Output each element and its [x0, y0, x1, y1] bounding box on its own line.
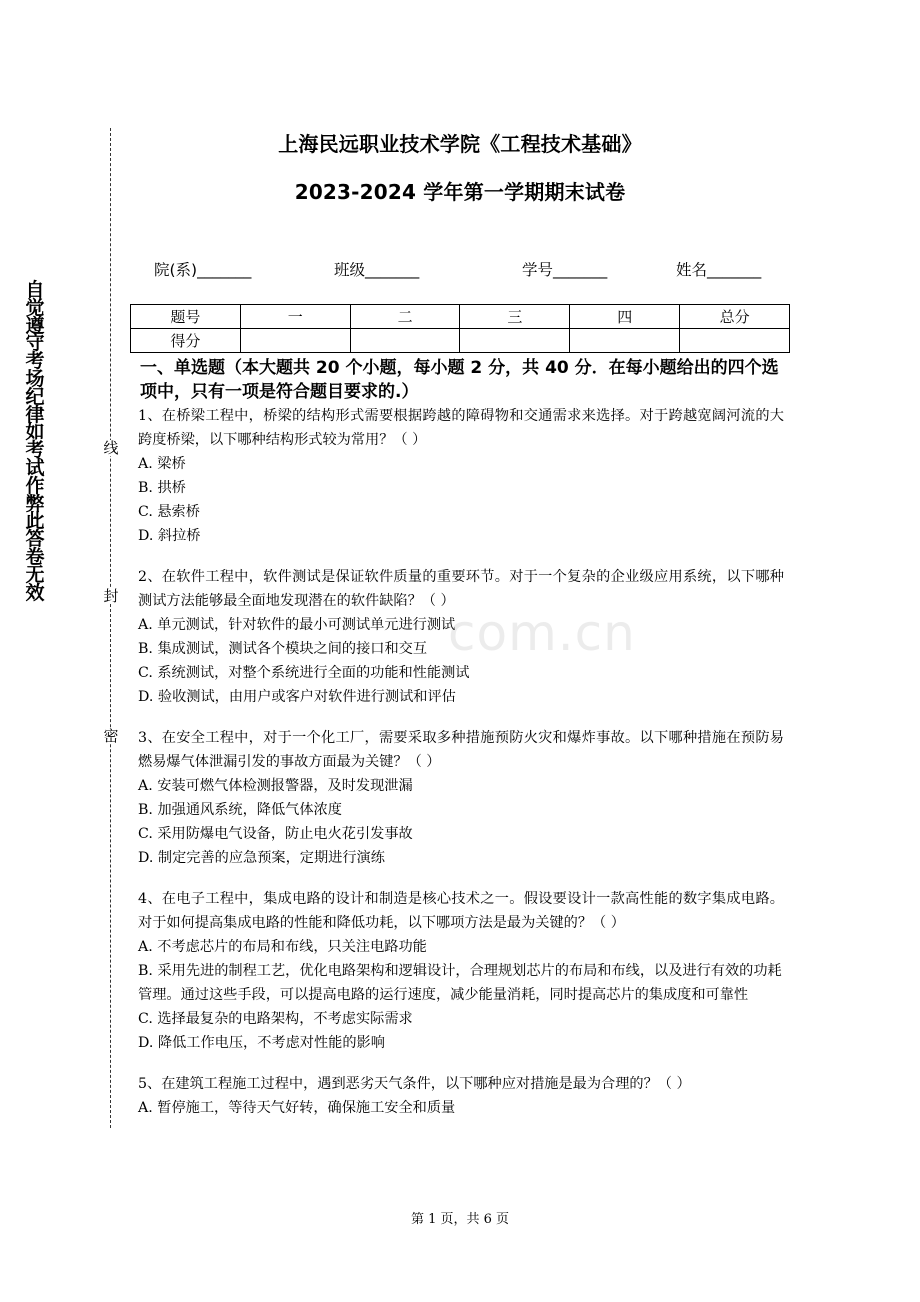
- notice-char: 答: [25, 528, 45, 551]
- answer-option[interactable]: A. 不考虑芯片的布局和布线，只关注电路功能: [138, 939, 427, 955]
- notice-char: 卷: [25, 545, 45, 568]
- question-item: [138, 726, 784, 870]
- notice-char: 律: [25, 403, 45, 426]
- score-header-cell: 总分: [680, 305, 790, 329]
- answer-option[interactable]: D. 斜拉桥: [138, 528, 201, 544]
- score-table: [130, 304, 790, 353]
- seal-label-line: 线: [103, 439, 119, 457]
- question-item: [138, 404, 784, 548]
- notice-char: 弊: [25, 492, 45, 515]
- notice-char: 作: [25, 474, 45, 497]
- section-heading: 一、单选题（本大题共 20 个小题，每小题 2 分，共 40 分．在每小题给出的四个选项中，只有一项是符合题目要求的.）: [140, 358, 779, 402]
- answer-option[interactable]: C. 选择最复杂的电路架构，不考虑实际需求: [138, 1011, 413, 1027]
- score-header-cell: 四: [570, 305, 680, 329]
- question-stem: 1、在桥梁工程中，桥梁的结构形式需要根据跨越的障碍物和交通需求来选择。对于跨越宽阔河流的大跨度桥梁，以下哪种结构形式较为常用？（ ）: [138, 408, 784, 448]
- page-footer: 第 1 页，共 6 页: [410, 1212, 510, 1227]
- exam-title-school: 上海民远职业技术学院《工程技术基础》: [278, 132, 642, 156]
- notice-char: 考: [25, 350, 45, 373]
- answer-option[interactable]: B. 加强通风系统，降低气体浓度: [138, 802, 342, 818]
- seal-label-seal: 封: [103, 587, 119, 605]
- question-stem: 3、在安全工程中，对于一个化工厂，需要采取多种措施预防火灾和爆炸事故。以下哪种措施在预防易燃易爆气体泄漏引发的事故方面最为关键？（ ）: [138, 730, 784, 770]
- exam-discipline-notice: [22, 279, 48, 604]
- answer-option[interactable]: A. 暂停施工，等待天气好转，确保施工安全和质量: [138, 1100, 456, 1116]
- score-cell[interactable]: [680, 329, 790, 353]
- notice-char: 守: [25, 332, 45, 355]
- score-table-header-row: [131, 305, 790, 329]
- score-cell[interactable]: [460, 329, 570, 353]
- answer-option[interactable]: C. 采用防爆电气设备，防止电火花引发事故: [138, 826, 413, 842]
- notice-char: 考: [25, 439, 45, 462]
- seal-label-secret: 密: [103, 727, 119, 745]
- notice-char: 此: [25, 510, 45, 533]
- notice-char: 如: [25, 421, 45, 444]
- answer-option[interactable]: D. 制定完善的应急预案，定期进行演练: [138, 850, 385, 866]
- question-list: [138, 404, 784, 1137]
- question-stem: 4、在电子工程中，集成电路的设计和制造是核心技术之一。假设要设计一款高性能的数字集成电路。对于如何提高集成电路的性能和降低功耗，以下哪项方法是最为关键的？（ ）: [138, 891, 784, 931]
- notice-char: 自: [25, 279, 45, 301]
- answer-option[interactable]: A. 梁桥: [138, 456, 186, 472]
- student-id-field[interactable]: 学号_______: [522, 261, 608, 279]
- question-stem: 5、在建筑工程施工过程中，遇到恶劣天气条件，以下哪种应对措施是最为合理的？（ ）: [138, 1076, 691, 1092]
- answer-option[interactable]: B. 集成测试，测试各个模块之间的接口和交互: [138, 641, 428, 657]
- score-header-cell: 一: [240, 305, 350, 329]
- class-field[interactable]: 班级_______: [334, 261, 420, 279]
- notice-char: 场: [25, 367, 45, 390]
- answer-option[interactable]: C. 悬索桥: [138, 504, 200, 520]
- notice-char: 遵: [25, 314, 45, 337]
- score-header-cell: 题号: [131, 305, 241, 329]
- answer-option[interactable]: A. 安装可燃气体检测报警器，及时发现泄漏: [138, 778, 413, 794]
- dept-field[interactable]: 院(系)_______: [154, 261, 252, 279]
- answer-option[interactable]: A. 单元测试，针对软件的最小可测试单元进行测试: [138, 617, 456, 633]
- notice-char: 效: [25, 581, 45, 604]
- answer-option[interactable]: C. 系统测试，对整个系统进行全面的功能和性能测试: [138, 665, 470, 681]
- score-header-cell: 三: [460, 305, 570, 329]
- score-cell[interactable]: [240, 329, 350, 353]
- seal-dashed-line: [110, 128, 111, 1128]
- notice-char: 觉: [25, 296, 45, 319]
- question-stem: 2、在软件工程中，软件测试是保证软件质量的重要环节。对于一个复杂的企业级应用系统，以下哪种测试方法能够最全面地发现潜在的软件缺陷？（ ）: [138, 569, 784, 609]
- answer-option[interactable]: B. 采用先进的制程工艺，优化电路架构和逻辑设计，合理规划芯片的布局和布线，以及进行有效的功耗管理。通过这些手段，可以提高电路的运行速度，减少能量消耗，同时提高芯片的集成度和可靠性: [138, 963, 782, 1003]
- notice-char: 无: [25, 563, 45, 586]
- watermark: com.cn: [448, 604, 636, 662]
- score-table-score-row: [131, 329, 790, 353]
- score-row-label: 得分: [131, 329, 241, 353]
- question-item: [138, 1072, 784, 1120]
- score-cell[interactable]: [570, 329, 680, 353]
- name-field[interactable]: 姓名_______: [676, 261, 762, 279]
- answer-option[interactable]: D. 验收测试，由用户或客户对软件进行测试和评估: [138, 689, 456, 705]
- notice-char: 纪: [25, 385, 45, 408]
- answer-option[interactable]: B. 拱桥: [138, 480, 186, 496]
- question-item: [138, 887, 784, 1055]
- notice-char: 试: [25, 456, 45, 479]
- exam-title-term: 2023-2024 学年第一学期期末试卷: [294, 180, 626, 204]
- answer-option[interactable]: D. 降低工作电压，不考虑对性能的影响: [138, 1035, 385, 1051]
- score-cell[interactable]: [350, 329, 460, 353]
- score-header-cell: 二: [350, 305, 460, 329]
